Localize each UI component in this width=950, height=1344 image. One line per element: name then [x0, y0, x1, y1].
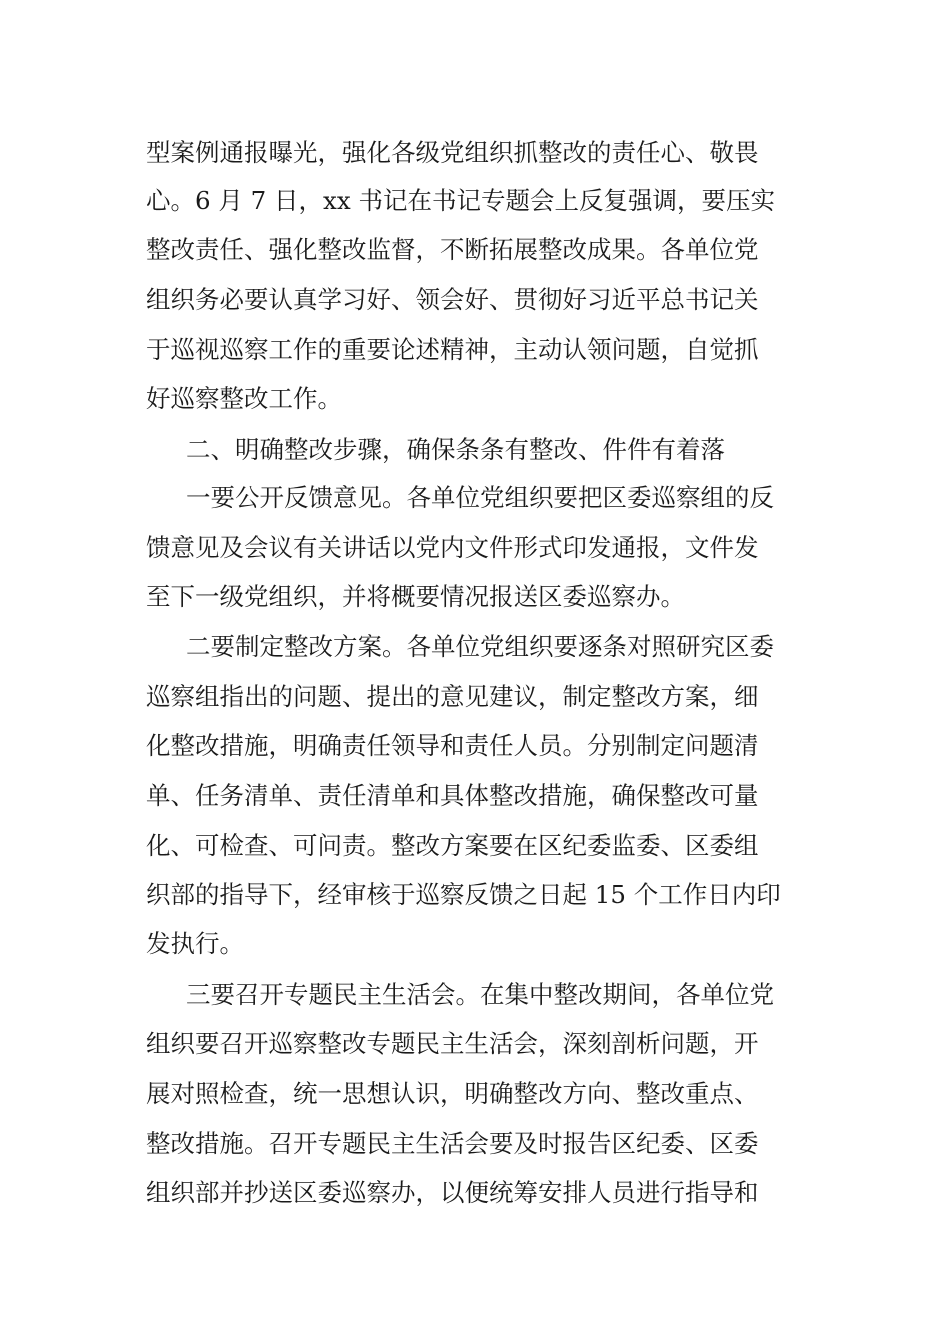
text-line: 巡察组指出的问题、提出的意见建议，制定整改方案，细	[146, 682, 759, 711]
text-line: 好巡察整改工作。	[146, 384, 342, 413]
text-line: 至下一级党组织，并将概要情况报送区委巡察办。	[146, 582, 685, 611]
text-line: 于巡视巡察工作的重要论述精神，主动认领问题，自觉抓	[146, 335, 759, 364]
text-line: 型案例通报曝光，强化各级党组织抓整改的责任心、敬畏	[146, 138, 759, 167]
text-line: 心。6 月 7 日，xx 书记在书记专题会上反复强调，要压实	[146, 186, 775, 215]
text-line: 化整改措施，明确责任领导和责任人员。分别制定问题清	[146, 731, 759, 760]
text-line: 组织要召开巡察整改专题民主生活会，深刻剖析问题，开	[146, 1029, 759, 1058]
paragraph-first-line: 三要召开专题民主生活会。在集中整改期间，各单位党	[186, 980, 774, 1009]
paragraph-first-line: 一要公开反馈意见。各单位党组织要把区委巡察组的反	[186, 483, 774, 512]
text-line: 组织务必要认真学习好、领会好、贯彻好习近平总书记关	[146, 285, 759, 314]
text-line: 织部的指导下，经审核于巡察反馈之日起 15 个工作日内印	[146, 880, 781, 909]
text-line: 单、任务清单、责任清单和具体整改措施，确保整改可量	[146, 781, 759, 810]
paragraph-first-line: 二要制定整改方案。各单位党组织要逐条对照研究区委	[186, 632, 774, 661]
text-line: 发执行。	[146, 929, 244, 958]
text-line: 化、可检查、可问责。整改方案要在区纪委监委、区委组	[146, 831, 759, 860]
text-line: 组织部并抄送区委巡察办，以便统筹安排人员进行指导和	[146, 1178, 759, 1207]
text-line: 馈意见及会议有关讲话以党内文件形式印发通报，文件发	[146, 533, 759, 562]
section-heading: 二、明确整改步骤，确保条条有整改、件件有着落	[186, 435, 725, 464]
text-line: 整改责任、强化整改监督，不断拓展整改成果。各单位党	[146, 235, 759, 264]
text-line: 整改措施。召开专题民主生活会要及时报告区纪委、区委	[146, 1129, 759, 1158]
text-line: 展对照检查，统一思想认识，明确整改方向、整改重点、	[146, 1079, 759, 1108]
